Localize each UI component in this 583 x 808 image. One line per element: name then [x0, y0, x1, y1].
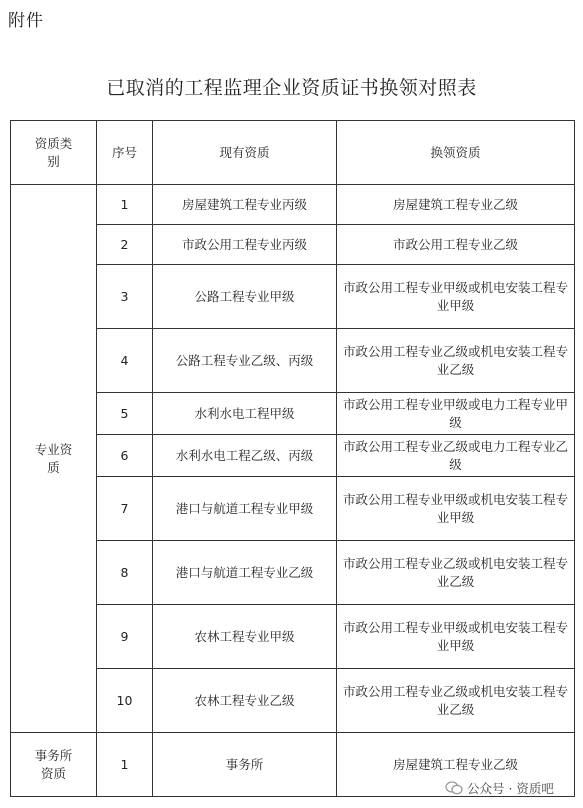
- watermark: [445, 779, 554, 797]
- watermark-text: 公众号 · 资质吧: [467, 781, 554, 796]
- current-qualification-cell: 房屋建筑工程专业丙级: [153, 185, 337, 225]
- current-qualification-cell: 公路工程专业乙级、丙级: [153, 329, 337, 393]
- category-cell: 事务所资质: [11, 733, 97, 797]
- row-number-cell: 9: [97, 605, 153, 669]
- new-qualification-cell: 房屋建筑工程专业乙级: [337, 185, 575, 225]
- new-qualification-cell: 市政公用工程专业乙级或机电安装工程专业乙级: [337, 541, 575, 605]
- current-qualification-cell: 水利水电工程甲级: [153, 393, 337, 435]
- new-qualification-cell: 市政公用工程专业乙级: [337, 225, 575, 265]
- current-qualification-cell: 农林工程专业乙级: [153, 669, 337, 733]
- qualification-table: [10, 120, 575, 797]
- new-qualification-cell: 市政公用工程专业甲级或机电安装工程专业甲级: [337, 605, 575, 669]
- current-qualification-cell: 事务所: [153, 733, 337, 797]
- attachment-label: 附件: [8, 11, 44, 31]
- header-number: 序号: [97, 121, 153, 185]
- current-qualification-cell: 农林工程专业甲级: [153, 605, 337, 669]
- row-number-cell: 6: [97, 435, 153, 477]
- document-title: 已取消的工程监理企业资质证书换领对照表: [106, 77, 477, 99]
- new-qualification-cell: 市政公用工程专业甲级或机电安装工程专业甲级: [337, 265, 575, 329]
- row-number-cell: 1: [97, 185, 153, 225]
- current-qualification-cell: 公路工程专业甲级: [153, 265, 337, 329]
- row-number-cell: 8: [97, 541, 153, 605]
- row-number-cell: 1: [97, 733, 153, 797]
- new-qualification-cell: 市政公用工程专业乙级或机电安装工程专业乙级: [337, 329, 575, 393]
- current-qualification-cell: 港口与航道工程专业甲级: [153, 477, 337, 541]
- new-qualification-cell: 市政公用工程专业乙级或机电安装工程专业乙级: [337, 669, 575, 733]
- row-number-cell: 4: [97, 329, 153, 393]
- row-number-cell: 7: [97, 477, 153, 541]
- category-cell: 专业资质: [11, 185, 97, 733]
- header-current-qualification: 现有资质: [153, 121, 337, 185]
- new-qualification-cell: 市政公用工程专业乙级或电力工程专业乙级: [337, 435, 575, 477]
- current-qualification-cell: 市政公用工程专业丙级: [153, 225, 337, 265]
- table-row: [11, 185, 575, 225]
- wechat-icon: [445, 781, 463, 795]
- row-number-cell: 5: [97, 393, 153, 435]
- table-header-row: [11, 121, 575, 185]
- current-qualification-cell: 港口与航道工程专业乙级: [153, 541, 337, 605]
- new-qualification-cell: 市政公用工程专业甲级或机电安装工程专业甲级: [337, 477, 575, 541]
- header-new-qualification: 换领资质: [337, 121, 575, 185]
- new-qualification-cell: 房屋建筑工程专业乙级: [337, 733, 575, 797]
- row-number-cell: 3: [97, 265, 153, 329]
- row-number-cell: 10: [97, 669, 153, 733]
- new-qualification-cell: 市政公用工程专业甲级或电力工程专业甲级: [337, 393, 575, 435]
- header-category: 资质类别: [11, 121, 97, 185]
- current-qualification-cell: 水利水电工程乙级、丙级: [153, 435, 337, 477]
- row-number-cell: 2: [97, 225, 153, 265]
